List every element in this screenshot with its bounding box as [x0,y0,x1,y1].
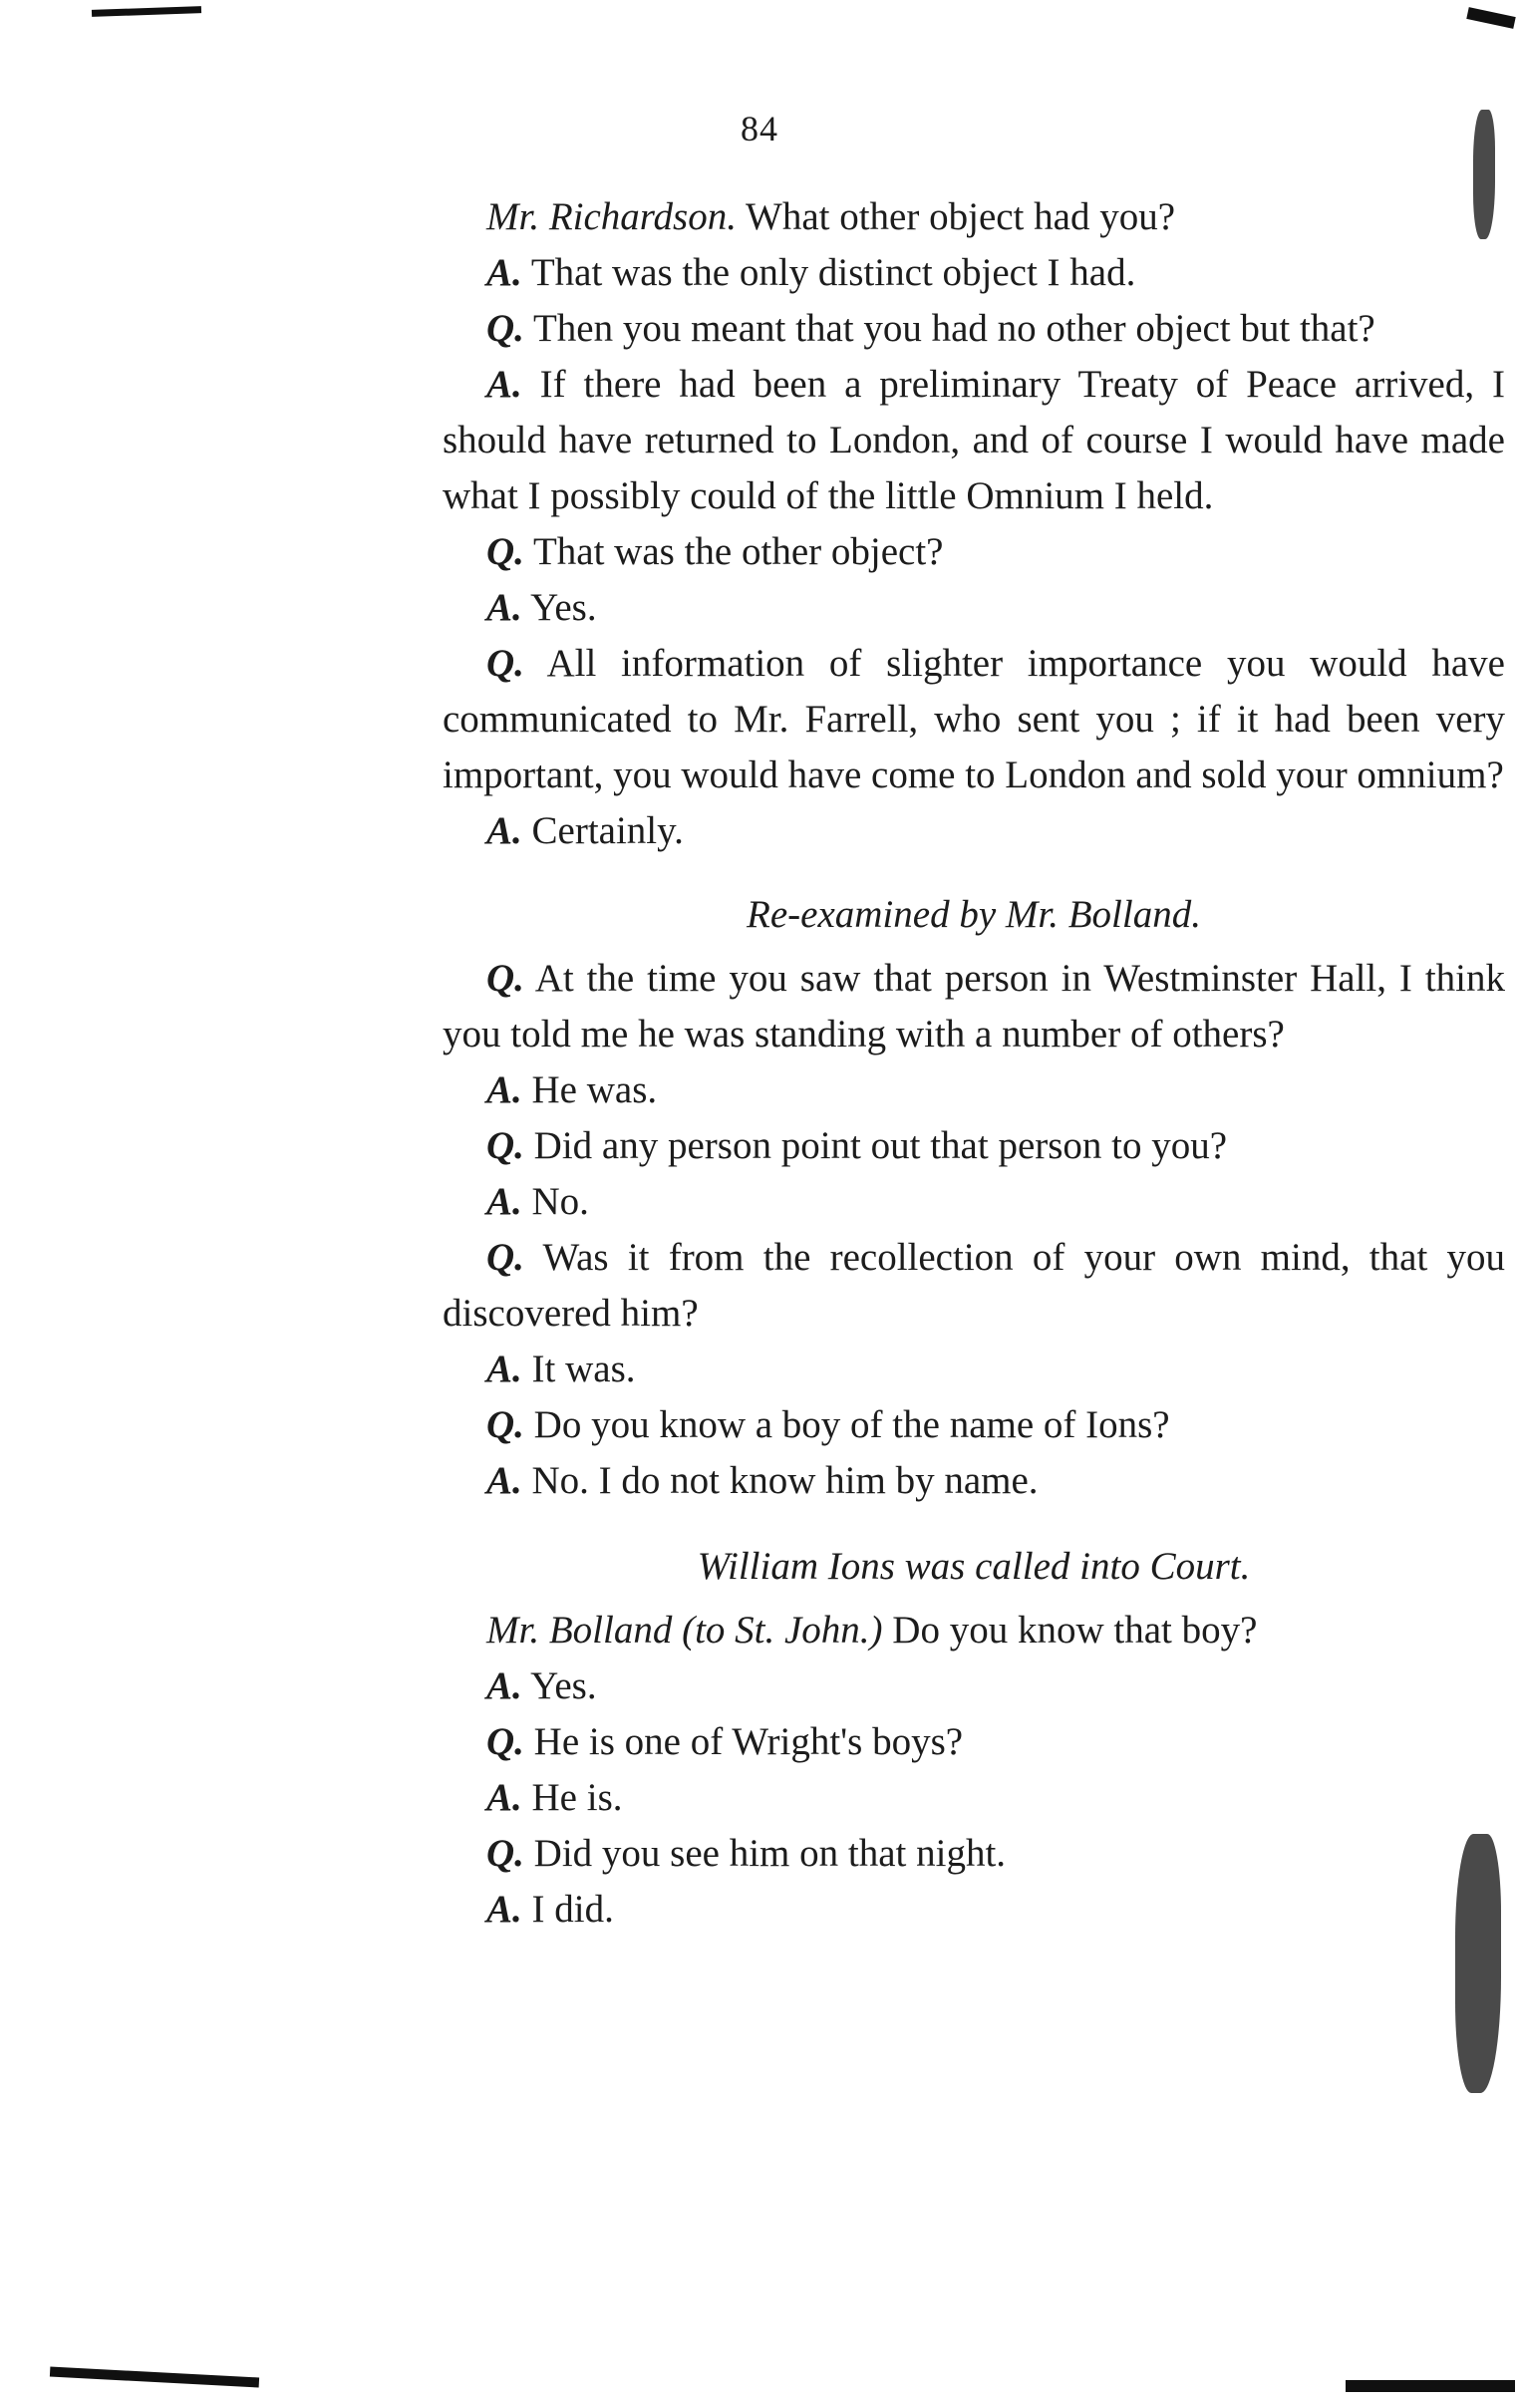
section-heading: William Ions was called into Court. [697,1545,1251,1588]
line-text: He is. [531,1776,623,1819]
question-label: Q. [486,1236,524,1279]
question-line [443,301,1505,357]
answer-label: A. [486,1888,522,1931]
line-text: Did any person point out that person to you? [533,1124,1228,1167]
question-label: Q. [486,307,524,350]
answer-label: A. [486,1459,522,1502]
answer-line [443,1658,1505,1714]
answer-line [443,580,1505,636]
question-line [443,524,1505,580]
answer-label: A. [486,1776,522,1819]
line-text: He was. [531,1068,658,1111]
question-line [443,1826,1505,1882]
question-line [443,1230,1505,1342]
line-text: I did. [531,1888,614,1931]
line-text: That was the other object? [532,530,944,573]
line-text: That was the only distinct object I had. [530,251,1136,294]
answer-line [443,1882,1505,1938]
answer-label: A. [486,586,522,629]
answer-line [443,1770,1505,1826]
answer-label: A. [486,1068,522,1111]
question-label: Q. [486,1720,524,1763]
question-line [443,1714,1505,1770]
page-number: 84 [741,109,778,149]
line-text: Certainly. [531,809,684,852]
line-text: Then you meant that you had no other object but that? [532,307,1375,350]
question-line [443,636,1505,803]
line-text: What other object had you? [746,195,1176,238]
answer-line [443,1453,1505,1509]
line-text: Do you know that boy? [892,1609,1258,1652]
scan-edge-mark [1346,2380,1515,2392]
speaker-label: Mr. Bolland (to St. John.) [486,1609,883,1652]
answer-line [443,1062,1505,1118]
answer-label: A. [486,809,522,852]
question-label: Q. [486,1403,524,1446]
section-heading: Re-examined by Mr. Bolland. [747,893,1201,936]
question-line [443,1118,1505,1174]
question-line [443,1397,1505,1453]
answer-line [443,357,1505,524]
answer-label: A. [486,1664,522,1707]
line-text: No. [531,1180,589,1223]
transcript-body [443,189,1505,1938]
answer-label: A. [486,1348,522,1390]
question-label: Q. [486,957,524,1000]
question-line [443,951,1505,1062]
answer-label: A. [486,251,522,294]
question-label: Q. [486,530,524,573]
question-label: Q. [486,1124,524,1167]
answer-line [443,245,1505,301]
question-label: Q. [486,642,524,685]
line-text: He is one of Wright's boys? [533,1720,964,1763]
answer-line [443,1342,1505,1397]
answer-line [443,803,1505,859]
line-text: Yes. [530,1664,597,1707]
line-text: Was it from the recollection of your own mind, that you discovered him? [443,1236,1505,1335]
answer-label: A. [486,1180,522,1223]
line-text: At the time you saw that person in Westminster Hall, I think you told me he was standing with a number of others? [443,957,1505,1055]
transcript-line [443,189,1505,245]
line-text: It was. [531,1348,636,1390]
line-text: All information of slighter importance you would have communicated to Mr. Farrell, who sent you ; if it had been very important, you would have come to London and sold your omnium? [443,642,1505,796]
line-text: Yes. [530,586,597,629]
answer-label: A. [486,363,522,406]
line-text: Do you know a boy of the name of Ions? [533,1403,1170,1446]
line-text: Did you see him on that night. [533,1832,1007,1875]
scan-edge-mark [1466,7,1515,29]
answer-line [443,1174,1505,1230]
line-text: If there had been a preliminary Treaty of Peace arrived, I should have returned to London, and of course I would have made what I possibly could of the little Omnium I held. [443,363,1506,517]
transcript-line [443,1603,1505,1658]
scan-edge-mark [92,6,201,17]
line-text: No. I do not know him by name. [531,1459,1039,1502]
scan-edge-mark [50,2367,259,2388]
question-label: Q. [486,1832,524,1875]
speaker-label: Mr. Richardson. [486,195,737,238]
